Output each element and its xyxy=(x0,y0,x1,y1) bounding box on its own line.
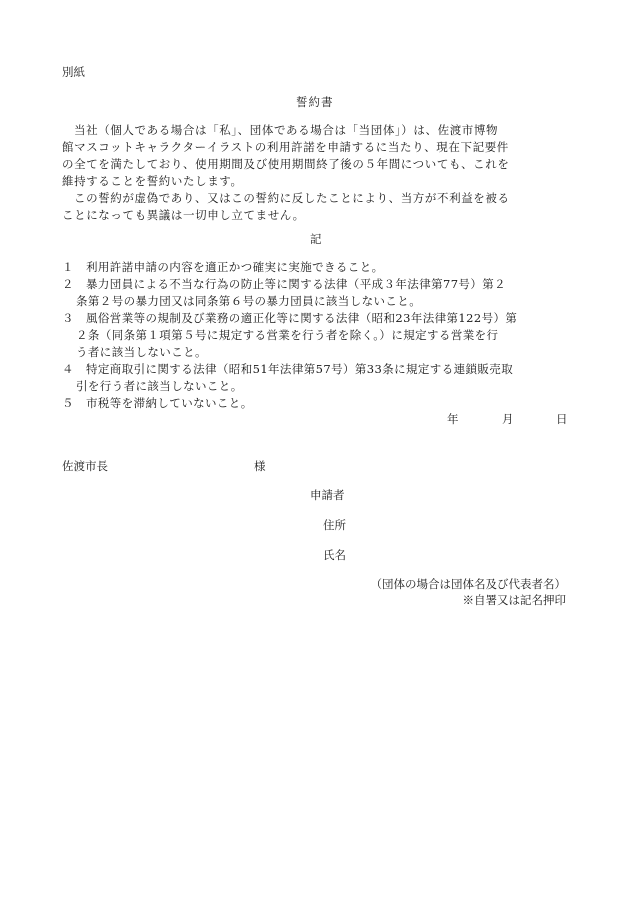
requirement-item-2 xyxy=(62,276,568,310)
requirement-item-1 xyxy=(62,259,568,276)
paragraph-line: 館マスコットキャラクターイラストの利用許諾を申請するに当たり、現在下記要件 xyxy=(62,140,509,154)
paragraph-line: の全てを満たしており、使用期間及び使用期間終了後の５年間についても、これを xyxy=(62,157,510,171)
requirement-item-3 xyxy=(62,310,568,361)
section-mark: 記 xyxy=(310,232,322,246)
requirement-line: 市税等を滞納していないこと。 xyxy=(86,396,253,410)
requirement-number: ４ xyxy=(62,362,74,376)
applicant-heading: 申請者 xyxy=(310,488,345,502)
paragraph-line: この誓約が虚偽であり、又はこの誓約に反したことにより、当方が不利益を被る xyxy=(74,191,510,205)
applicant-name-label: 氏名 xyxy=(323,548,346,562)
pledge-paragraph-2 xyxy=(62,190,568,224)
requirement-line: 特定商取引に関する法律（昭和51年法律第57号）第33条に規定する連鎖販売取 xyxy=(86,362,514,376)
seal-note: ※自署又は記名押印 xyxy=(462,593,566,607)
requirement-line: 引を行う者に該当しないこと。 xyxy=(76,379,243,393)
addressee-name: 佐渡市長 xyxy=(62,459,108,473)
paragraph-line: 維持することを誓約いたします。 xyxy=(62,174,243,188)
paragraph-line: 当社（個人である場合は「私」、団体である場合は「当団体」）は、佐渡市博物 xyxy=(74,123,499,137)
pledge-paragraph-1 xyxy=(62,122,568,190)
date-day-label: 日 xyxy=(556,412,568,426)
requirement-line: 暴力団員による不当な行為の防止等に関する法律（平成３年法律第77号）第２ xyxy=(86,277,507,291)
applicant-address-label: 住所 xyxy=(323,518,346,532)
requirement-number: ５ xyxy=(62,396,74,410)
organization-note: （団体の場合は団体名及び代表者名） xyxy=(370,577,566,591)
requirement-line: 風俗営業等の規制及び業務の適正化等に関する法律（昭和23年法律第122号）第 xyxy=(86,311,518,325)
requirement-number: １ xyxy=(62,260,74,274)
document-title: 誓約書 xyxy=(296,95,334,109)
date-month-label: 月 xyxy=(502,412,514,426)
addressee-honorific: 様 xyxy=(254,459,266,473)
requirement-line: 利用許諾申請の内容を適正かつ確実に実施できること。 xyxy=(86,260,384,274)
requirement-number: ２ xyxy=(62,277,74,291)
requirement-number: ３ xyxy=(62,311,74,325)
requirement-item-5 xyxy=(62,395,568,412)
requirement-line: 条第２号の暴力団又は同条第６号の暴力団員に該当しないこと。 xyxy=(76,294,422,308)
date-year-label: 年 xyxy=(447,412,459,426)
attachment-label: 別紙 xyxy=(62,65,85,79)
paragraph-line: ことになっても異議は一切申し立てません。 xyxy=(62,208,305,222)
requirement-item-4 xyxy=(62,361,568,395)
requirement-line: ２条（同条第１項第５号に規定する営業を行う者を除く。）に規定する営業を行 xyxy=(76,328,499,342)
requirement-line: う者に該当しないこと。 xyxy=(76,345,207,359)
